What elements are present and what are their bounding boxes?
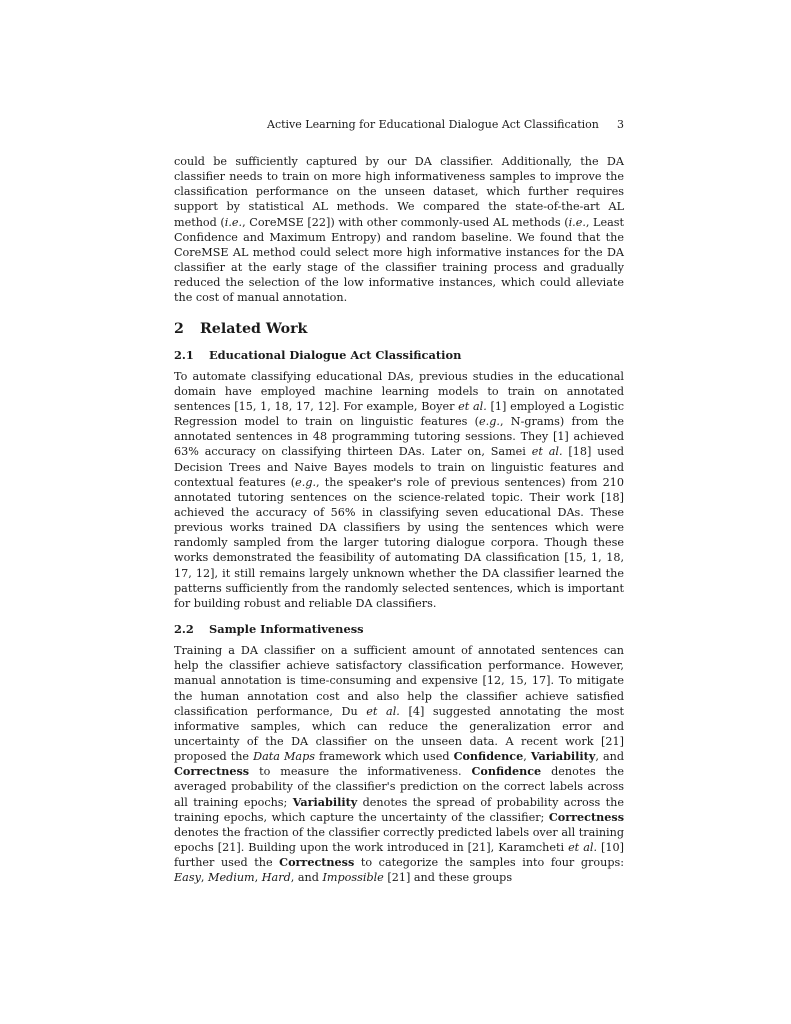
s22-text-13: , bbox=[254, 871, 262, 885]
s22-text-6: to measure the informativeness. bbox=[249, 765, 472, 779]
s22-data-maps: Data Maps bbox=[253, 750, 315, 764]
intro-ie-1: i.e. bbox=[224, 215, 243, 229]
s22-correctness-2: Correctness bbox=[548, 809, 624, 824]
s22-text-14: , and bbox=[290, 871, 323, 885]
s22-hard: Hard bbox=[261, 871, 291, 885]
subsection-number: 2.1 bbox=[174, 347, 194, 362]
s22-easy: Easy bbox=[174, 871, 201, 885]
s22-correctness-3: Correctness bbox=[279, 855, 355, 870]
intro-ie-2: i.e. bbox=[568, 215, 586, 229]
section-title: Related Work bbox=[200, 320, 308, 337]
s21-eg-2: e.g. bbox=[295, 475, 317, 489]
page-number: 3 bbox=[617, 118, 624, 131]
educational-da-paragraph bbox=[174, 369, 624, 612]
s22-variability-2: Variability bbox=[292, 794, 358, 809]
subsection-heading-2-2 bbox=[174, 620, 624, 638]
s22-etal-1: et al. bbox=[366, 704, 400, 718]
subsection-title: Educational Dialogue Act Classification bbox=[209, 347, 462, 362]
s22-text-1: Training a DA classifier on a sufficient amount of annotated sentences can help the classifier achieve satisfactory classification performance. However, manual annotation is time-consuming and expensive [12, 15, 17]. To mitigate the human annotation cost and also help the classifier achieve satisfied classification performance, Du bbox=[174, 644, 624, 718]
intro-text-1: could be sufficiently captured by our DA classifier. Additionally, the DA classifier needs to train on more high informativeness samples to improve the classification performance on the unseen dataset, which further requires support by statistical AL methods. We compared the state-of-the-art AL method ( bbox=[174, 155, 624, 229]
s22-etal-2: et al. bbox=[568, 841, 597, 855]
s22-text-5: , and bbox=[595, 750, 624, 764]
s22-impossible: Impossible bbox=[322, 871, 384, 885]
s21-text-1: To automate classifying educational DAs, previous studies in the educational domain have employed machine learning models to train on annotated sentences [15, 1, 18, 17, 12]. For example, Boyer bbox=[174, 369, 624, 413]
page-content bbox=[174, 118, 624, 886]
s21-etal-2: et al. bbox=[531, 445, 563, 459]
s21-text-5: , the speaker's role of previous sentences) from 210 annotated tutoring sentences on the science-related topic. Their work [18] achieved the accuracy of 56% in classifying seven educational DAs. These previous works trained DA classifiers by using the sentences which were randomly sampled from the larger tutoring dialogue corpora. Though these works demonstrated the feasibility of automating DA classification [15, 1, 18, 17, 12], it still remains largely unknown whether the DA classifier learned the patterns sufficiently from the randomly selected sentences, which is important for building robust and reliable DA classifiers. bbox=[174, 475, 624, 610]
s21-eg-1: e.g. bbox=[479, 415, 500, 429]
subsection-number: 2.2 bbox=[174, 622, 194, 637]
s22-text-7: denotes the averaged probability of the classifier's prediction on the correct labels across all training epochs; bbox=[174, 765, 624, 809]
s22-medium: Medium bbox=[208, 871, 255, 885]
s22-text-3: framework which used bbox=[314, 750, 454, 764]
s22-text-12: , bbox=[200, 871, 209, 885]
s22-text-10: [10] further used the bbox=[174, 841, 624, 870]
subsection-title: Sample Informativeness bbox=[209, 622, 364, 637]
s22-confidence-2: Confidence bbox=[471, 764, 542, 779]
s22-variability-1: Variability bbox=[530, 749, 596, 764]
s22-text-8: denotes the spread of probability across the training epochs, which capture the uncertainty of the classifier; bbox=[174, 795, 624, 824]
s21-text-4: [18] used Decision Trees and Naive Bayes models to train on linguistic features and contextual features ( bbox=[174, 445, 624, 489]
section-heading-related-work bbox=[174, 318, 624, 340]
s22-confidence-1: Confidence bbox=[453, 749, 524, 764]
intro-paragraph bbox=[174, 154, 624, 306]
section-number: 2 bbox=[174, 320, 184, 337]
s22-text-2: [4] suggested annotating the most informative samples, which can reduce the generalization error and uncertainty of the DA classifier on the unseen data. A recent work [21] proposed the bbox=[174, 704, 624, 764]
intro-text-2: , CoreMSE [22]) with other commonly-used AL methods ( bbox=[242, 215, 569, 229]
running-header bbox=[174, 118, 624, 134]
sample-informativeness-paragraph bbox=[174, 643, 624, 886]
s21-etal-1: et al. bbox=[458, 399, 487, 413]
s22-text-4: , bbox=[523, 750, 531, 764]
running-title: Active Learning for Educational Dialogue Act Classification bbox=[267, 118, 599, 131]
s22-text-15: [21] and these groups bbox=[383, 871, 513, 885]
s22-correctness-1: Correctness bbox=[174, 764, 250, 779]
s21-text-3: , N-grams) from the annotated sentences in 48 programming tutoring sessions. They [1] achieved 63% accuracy on classifying thirteen DAs. Later on, Samei bbox=[174, 415, 625, 459]
s22-text-9: denotes the fraction of the classifier correctly predicted labels over all training epochs [21]. Building upon the work introduced in [21], Karamcheti bbox=[174, 825, 624, 855]
s22-text-11: to categorize the samples into four groups: bbox=[354, 856, 624, 870]
intro-text-3: , Least Confidence and Maximum Entropy) and random baseline. We found that the CoreMSE AL method could select more high informative instances for the DA classifier at the early stage of the classifier training process and gradually reduced the selection of the low informative instances, which could alleviate the cost of manual annotation. bbox=[174, 215, 624, 305]
s21-text-2: [1] employed a Logistic Regression model to train on linguistic features ( bbox=[174, 399, 624, 429]
subsection-heading-2-1 bbox=[174, 346, 624, 364]
